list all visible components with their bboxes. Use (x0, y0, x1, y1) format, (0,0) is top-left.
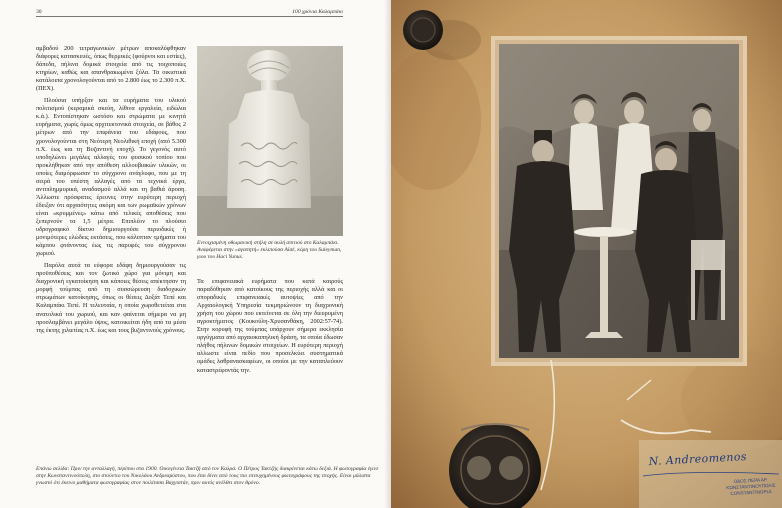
paragraph-4: Τα επιφανειακά ευρήματα που κατά καιρούς παραδόθηκαν από κατοίκους της περιοχής αλλά και οι σποραδικές επιφανειακές αυτοψίες από την Αρχαιολογική Υπηρεσία τεκμηριώνουν τη διαχρονική χρήση του χώρου που εκτείνεται σε όλη την διευρυμένη αγροκτήματος (Κουκούλη-Χρυσανθάκη, 2002:57-74). Στην κορυφή της τούμπας υπάρχουν σήμερα εκκλησία οργύγματα από αρχαιοκαπηλική δράση, τα οποία έδωσαν πλήθος πήλινων δομικών στοιχείων. Η ευρύτερη περιοχή αλλωστε είναι πεδίο που προσελκύει συστηματικά ομάδες λαθρανασκαφέων, οι οποίοι με την καταπλεύουν καταστρέφοντάς την. (197, 278, 343, 374)
studio-address (721, 476, 782, 497)
album-page-illustration (391, 0, 782, 508)
book-title: 100 χρόνια Καλαμπάκι (292, 9, 343, 15)
paragraph-1: αμβαδού 200 τετραγωνικών μέτρων αποκαλύφθηκαν διάφορες κατασκευές, όπως θερμικές (φούρνοι και εστίες), δάπεδα, πήλινα δομικά στοιχεία από τις τοιχοποιίες κτηρίων, καθώς και απανθρακωμένα ξύλα. Τα οικιστικά κατάλοιπα χρονολογούνται από το 2.800 έως το 2.300 π.Χ. (ΠΕΧ). (36, 45, 186, 93)
studio-line-3: CONSTANTINOPLE (730, 488, 773, 496)
text-column-left (36, 45, 186, 339)
family-photo-caption: Επάνω σελίδα: Πριν την ανταλλαγή, περίπου στα 1900. Οικογένεια Τακτζή από τον Καλρά. Ο Πέτρος Τακτζής διακρίνεται κάτω δεξιά. Η φωτογραφία έγινε στην Κωνσταντινούπολη, στο στούντιο του Νικολάου Ανδρεαμύστου, που έτσι δίνει από τους πιο επιτυχημένους φωτογράφους της εποχής. Είναι μάλιστα γνωστό ότι έκεινο μαθήματα φωτογραφίας στον ποιλίτσσα Βαχγιστάν, πριν αυτός ανέλθει στον θρόνο. (36, 466, 379, 487)
studio-line-1: ΟΔΟΣ ΠΕΡΑ ΑΡ. (733, 477, 768, 484)
right-page (391, 0, 782, 508)
photographer-signature: N. Andreomenos (648, 450, 748, 469)
studio-line-2: ΚΩΝΣΤΑΝΤΙΝΟΥΠΟΛΙΣ (726, 482, 776, 491)
ottoman-stele-photo (197, 46, 343, 236)
photo-caption: Εντοιχισμένη οθωμανική στήλη σε αυλή σπιτιού στο Καλαμπάκι. Αναφέρεται στην «αγαπητή» εκλιπούσα Αϊσέ, κόρη του Suleyman, γιου του Haci Yunus. (197, 240, 342, 260)
paragraph-3: Παρόλα αυτά τα εύφορα εδάφη δημιουργούσαν τις προϋποθέσεις και τον ζωτικό χώρο για μόνιμη και διαχρονική εγκατοίκηση και κάποιες θέσεις απέκτησαν τη μορφή τούμπας από τη συσσώρευση διαδοχικών στρωμάτων κατοίκησης, όπως οι θέσεις Δοξάτ Τεπέ και Καλαμπάκι Τεπέ. Η τελευταία, η οποία χωροθετείται στα ανατολικά του χωριού, και καν φαίνεται σήμερα να μη προσλαμβάνει μεγάλο ύψος, κατοικείται ήδη από τα μέσα της έκτης χιλιετίας π.Χ. έως και τους βυζαντινούς χρόνους. (36, 262, 186, 334)
running-head (36, 8, 343, 17)
text-column-right (197, 278, 343, 379)
page-number: 30 (36, 9, 42, 15)
stele-illustration (197, 46, 343, 236)
paragraph-2: Πλούσια υπήρξαν και τα ευρήματα του υλικού πολιτισμού (κεραμικά σκεύη, λίθινα εργαλεία, ειδώλια κ.ά.). Εντοπίστηκαν ωστόσο και στρώματα με κινητά ευρήματα, χωρίς όμως αρχιτεκτονικά στοιχεία, σε βάθος 2 μέτρων από την επιφάνεια του εδάφους, που χρονολογούνται στη Νεότερη Νεολιθική εποχή (από 5.300 π.Χ. έως και τη Βυζαντινή εποχή). Το γεγονός αυτό υποδηλώνει μεγάλες αλλαγές του φυσικού τοπίου που προκλήθηκαν από την απόθεση αλλουβιακών υλικών, οι οποίες διαμόρφωσαν το σύγχρονο ανάγλυφο, που με τη σειρά του υπέστη αλλαγές από τα τεχνικά έργα, αντιπλημμυρικά, αναδασμού αλλά και τη βαθιά άροση. Άλλωστε πρόσφατες έρευνες στην ευρύτερη περιοχή έδειξαν ότι αρχαιότητες ακόμη και των ρωμαϊκών χρόνων είναι «κρυμμένες» κάτω από τελικές αποθέσεις που ξεπερνούν τα 1,5 μέτρα. Επιπλέον το πλούσιο υδρογραφικό δίκτυο δημιουργούσε περιοδικές ή μονιμότερες ελώδεις εκτάσεις, που κάλυπταν τμήματα του κάμπου φτάνοντας έως τις παρυφές του σύγχρονου χωριού. (36, 97, 186, 258)
